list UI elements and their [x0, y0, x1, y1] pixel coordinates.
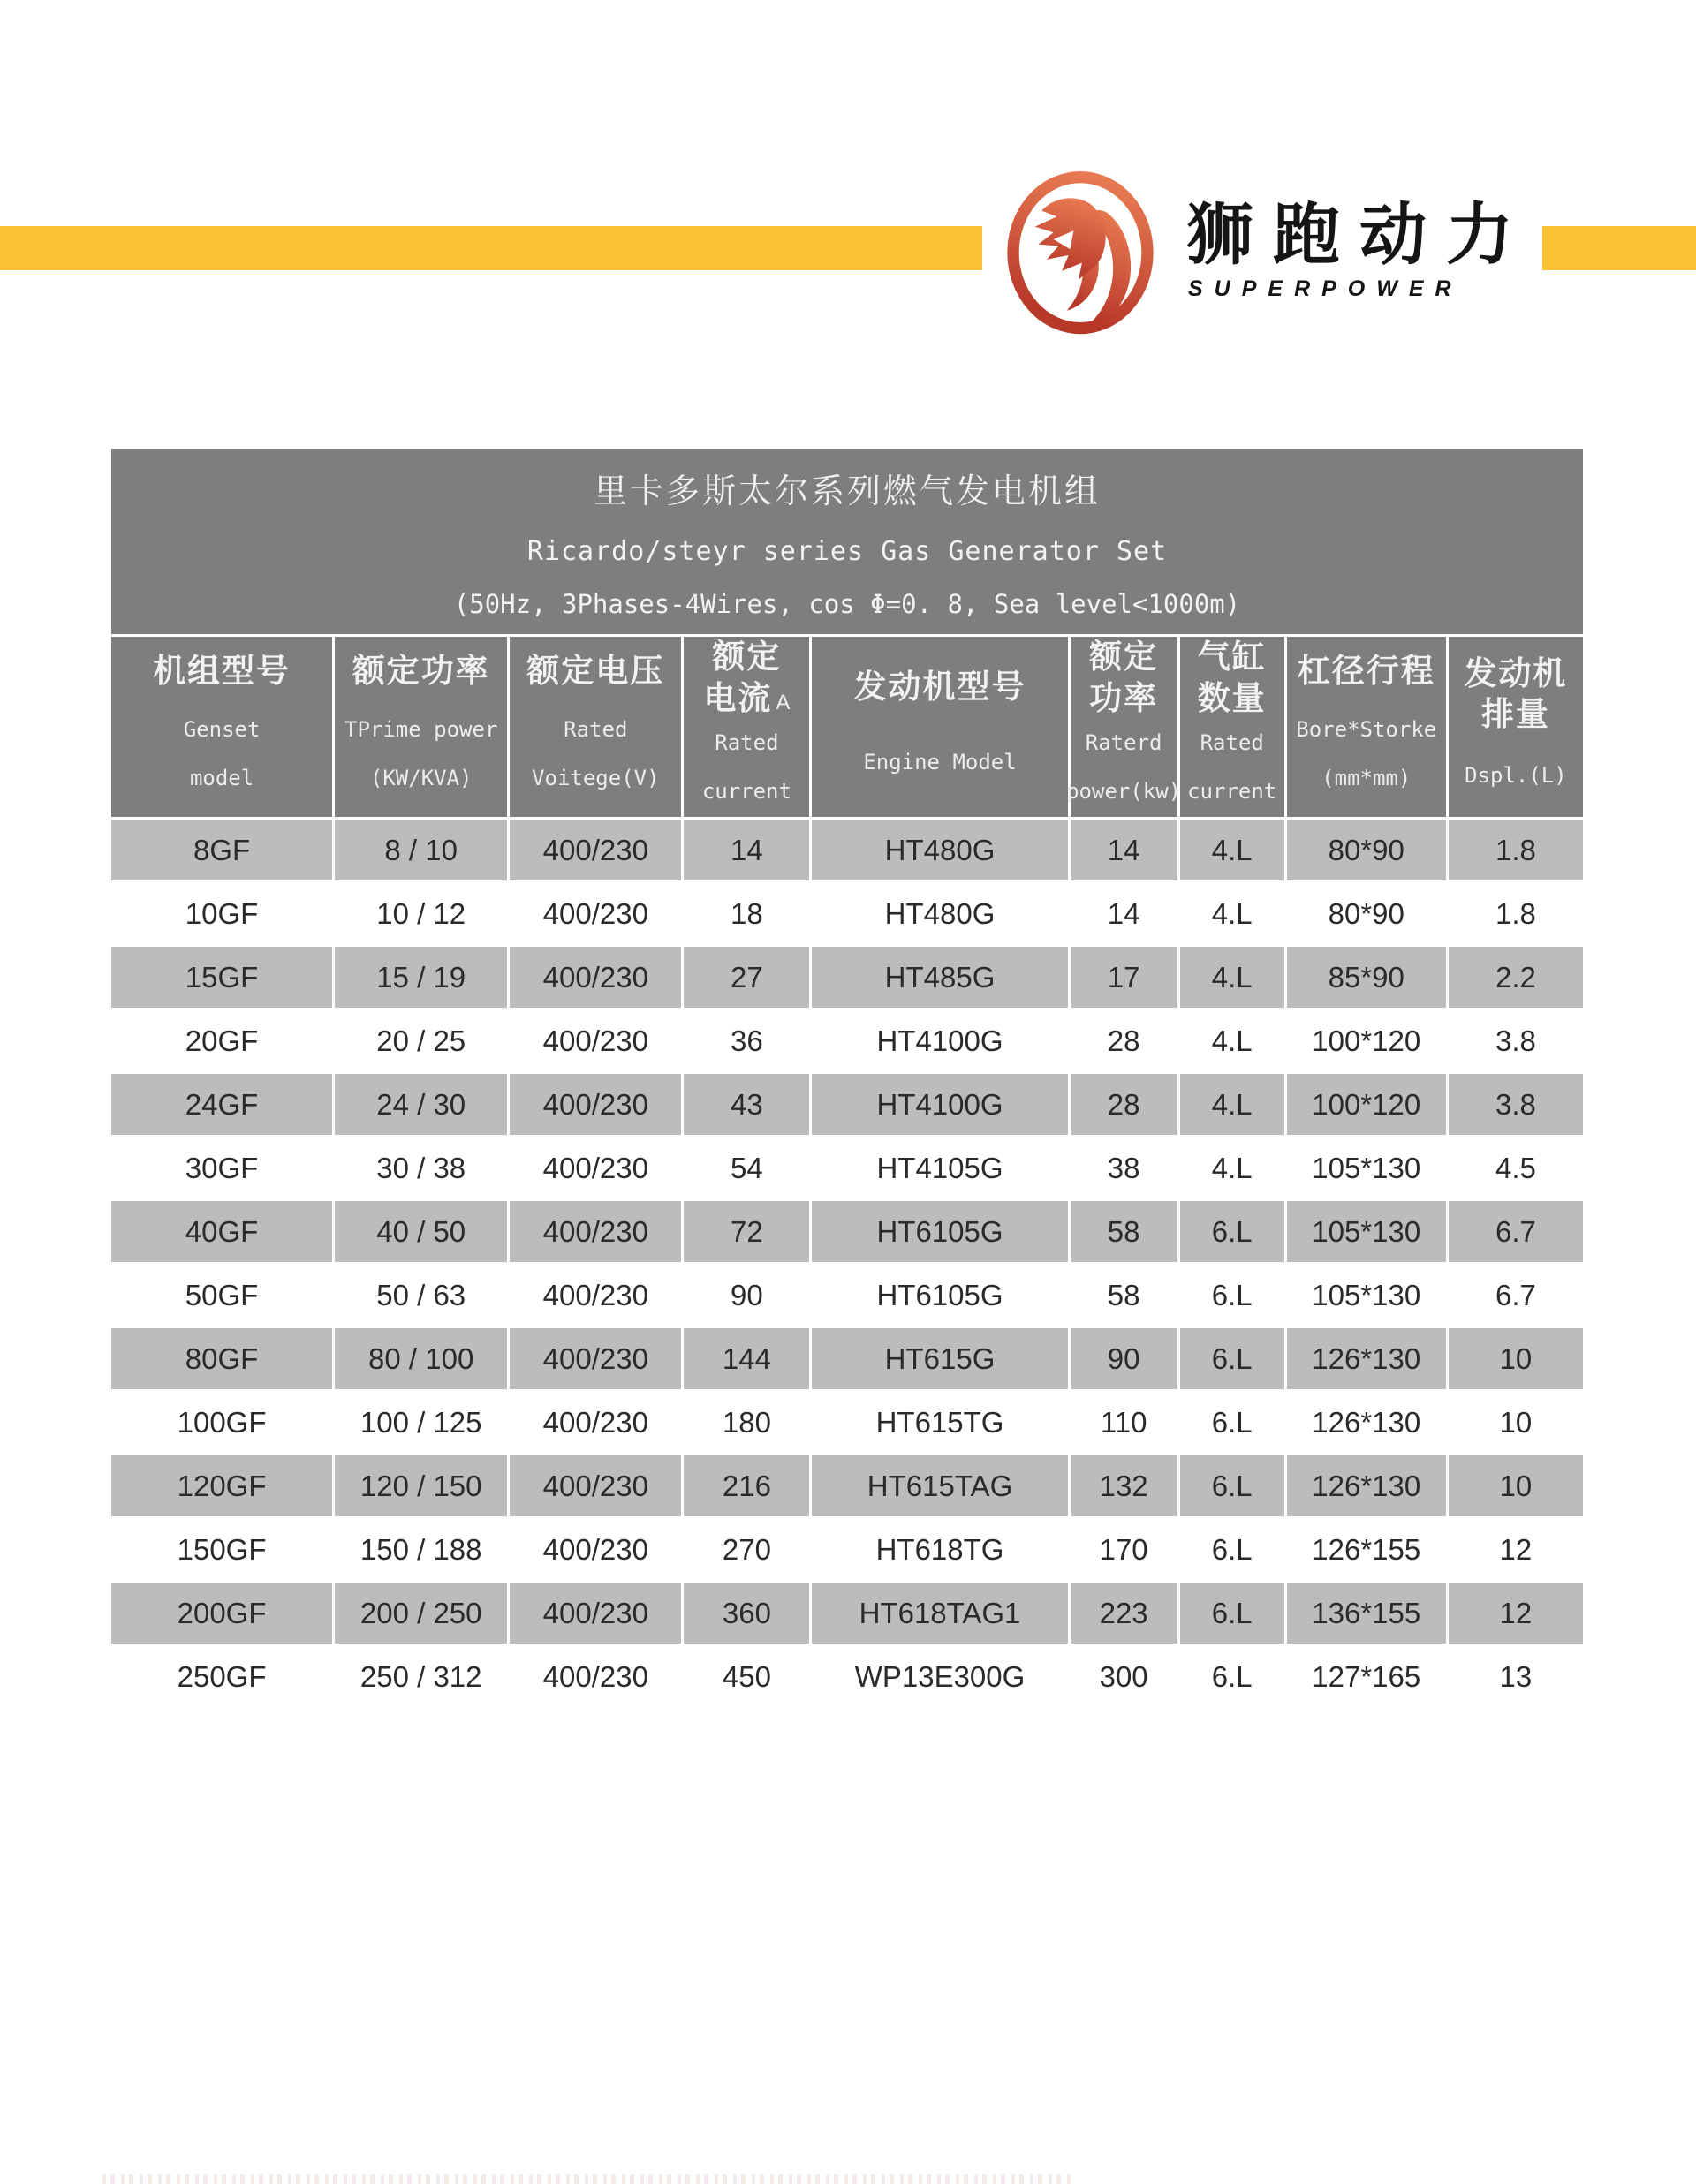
table-cell: 27: [684, 947, 809, 1008]
table-cell: 40GF: [111, 1201, 332, 1262]
table-cell: HT6105G: [812, 1265, 1067, 1326]
table-cell: 400/230: [510, 1392, 681, 1453]
table-row: [111, 1137, 1583, 1198]
column-header: 额定电压 Rated Voitege(V): [510, 637, 681, 817]
table-cell: 12: [1449, 1519, 1583, 1580]
table-cell: 8GF: [111, 820, 332, 880]
table-cell: 4.L: [1180, 1137, 1284, 1198]
table-cell: HT6105G: [812, 1201, 1067, 1262]
table-cell: 1.8: [1449, 883, 1583, 944]
table-cell: 400/230: [510, 1265, 681, 1326]
table-cell: 250 / 312: [335, 1646, 507, 1707]
table-cell: 6.L: [1180, 1265, 1284, 1326]
table-cell: 24GF: [111, 1074, 332, 1135]
table-cell: 127*165: [1287, 1646, 1446, 1707]
table-cell: 4.L: [1180, 947, 1284, 1008]
table-row: [111, 1392, 1583, 1453]
table-cell: HT615TG: [812, 1392, 1067, 1453]
table-cell: 200GF: [111, 1583, 332, 1644]
table-cell: 400/230: [510, 1519, 681, 1580]
column-header: 额定功率 TPrime power (KW/KVA): [335, 637, 507, 817]
table-cell: 132: [1071, 1455, 1177, 1516]
table-row: [111, 1519, 1583, 1580]
table-row: [111, 1074, 1583, 1135]
table-cell: 80GF: [111, 1328, 332, 1389]
table-cell: 20GF: [111, 1010, 332, 1071]
table-cell: 400/230: [510, 1074, 681, 1135]
table-cell: HT480G: [812, 883, 1067, 944]
table-cell: 10 / 12: [335, 883, 507, 944]
table-cell: 80*90: [1287, 820, 1446, 880]
table-title-zh: 里卡多斯太尔系列燃气发电机组: [593, 473, 1101, 510]
table-cell: HT4100G: [812, 1074, 1067, 1135]
table-cell: 150 / 188: [335, 1519, 507, 1580]
table-cell: 6.L: [1180, 1455, 1284, 1516]
table-cell: 54: [684, 1137, 809, 1198]
table-cell: 40 / 50: [335, 1201, 507, 1262]
table-cell: 450: [684, 1646, 809, 1707]
table-cell: 126*130: [1287, 1392, 1446, 1453]
table-cell: 4.L: [1180, 1010, 1284, 1071]
table-cell: 6.L: [1180, 1583, 1284, 1644]
table-cell: 120 / 150: [335, 1455, 507, 1516]
table-cell: 144: [684, 1328, 809, 1389]
table-cell: 400/230: [510, 883, 681, 944]
table-cell: 90: [1071, 1328, 1177, 1389]
table-cell: 105*130: [1287, 1137, 1446, 1198]
column-header: 发动机型号 Engine Model: [812, 637, 1067, 817]
table-cell: 10: [1449, 1328, 1583, 1389]
table-cell: 126*130: [1287, 1328, 1446, 1389]
table-cell: 14: [1071, 820, 1177, 880]
table-cell: HT4100G: [812, 1010, 1067, 1071]
table-row: [111, 1265, 1583, 1326]
column-header: 机组型号 Genset model: [111, 637, 332, 817]
table-cell: 150GF: [111, 1519, 332, 1580]
table-cell: 4.L: [1180, 883, 1284, 944]
brand-name-zh: 狮跑动力: [1186, 198, 1533, 273]
table-row: [111, 1201, 1583, 1262]
table-cell: 58: [1071, 1265, 1177, 1326]
table-cell: 85*90: [1287, 947, 1446, 1008]
table-cell: 28: [1071, 1010, 1177, 1071]
accent-bar-left: [0, 226, 982, 270]
table-cell: 15GF: [111, 947, 332, 1008]
table-cell: 105*130: [1287, 1201, 1446, 1262]
table-cell: 4.L: [1180, 1074, 1284, 1135]
brand-name-en: SUPERPOWER: [1188, 276, 1463, 301]
column-header: 杠径行程 Bore*Storke (mm*mm): [1287, 637, 1446, 817]
table-cell: 36: [684, 1010, 809, 1071]
table-cell: 216: [684, 1455, 809, 1516]
table-cell: 43: [684, 1074, 809, 1135]
table-cell: 10: [1449, 1455, 1583, 1516]
table-cell: 400/230: [510, 947, 681, 1008]
table-cell: 24 / 30: [335, 1074, 507, 1135]
table-cell: 400/230: [510, 820, 681, 880]
table-cell: WP13E300G: [812, 1646, 1067, 1707]
table-title-spec: (50Hz, 3Phases-4Wires, cos Φ=0. 8, Sea level<1000m): [453, 589, 1241, 619]
brand-logo: [1001, 170, 1601, 365]
table-row: [111, 1583, 1583, 1644]
table-cell: 6.L: [1180, 1519, 1284, 1580]
table-cell: 360: [684, 1583, 809, 1644]
table-cell: 90: [684, 1265, 809, 1326]
table-cell: 30 / 38: [335, 1137, 507, 1198]
table-title-block: [111, 449, 1583, 634]
table-cell: 6.L: [1180, 1392, 1284, 1453]
table-cell: 58: [1071, 1201, 1177, 1262]
table-cell: 12: [1449, 1583, 1583, 1644]
table-cell: 200 / 250: [335, 1583, 507, 1644]
table-cell: 2.2: [1449, 947, 1583, 1008]
table-cell: 3.8: [1449, 1074, 1583, 1135]
column-header: 气缸 数量 Rated current: [1180, 637, 1284, 817]
table-cell: 13: [1449, 1646, 1583, 1707]
table-cell: 38: [1071, 1137, 1177, 1198]
table-cell: 80*90: [1287, 883, 1446, 944]
table-cell: 400/230: [510, 1328, 681, 1389]
table-cell: 6.L: [1180, 1201, 1284, 1262]
table-row: [111, 1328, 1583, 1389]
table-cell: 80 / 100: [335, 1328, 507, 1389]
table-cell: 300: [1071, 1646, 1177, 1707]
table-row: [111, 1010, 1583, 1071]
table-cell: 14: [684, 820, 809, 880]
generator-spec-table: [109, 446, 1586, 1710]
table-cell: 400/230: [510, 1646, 681, 1707]
table-cell: 100 / 125: [335, 1392, 507, 1453]
table-cell: 180: [684, 1392, 809, 1453]
table-cell: 6.L: [1180, 1328, 1284, 1389]
column-header: 额定 电流 A Rated current: [684, 637, 809, 817]
table-cell: 223: [1071, 1583, 1177, 1644]
lion-logo-icon: [1001, 170, 1160, 338]
table-cell: 72: [684, 1201, 809, 1262]
table-cell: 10GF: [111, 883, 332, 944]
table-row: [111, 947, 1583, 1008]
table-cell: 30GF: [111, 1137, 332, 1198]
table-header-row: [111, 637, 1583, 817]
table-row: [111, 1455, 1583, 1516]
table-cell: 100*120: [1287, 1074, 1446, 1135]
table-cell: 17: [1071, 947, 1177, 1008]
table-cell: 3.8: [1449, 1010, 1583, 1071]
column-header: 发动机 排量 Dspl.(L): [1449, 637, 1583, 817]
table-cell: 105*130: [1287, 1265, 1446, 1326]
table-cell: 126*155: [1287, 1519, 1446, 1580]
table-cell: HT618TG: [812, 1519, 1067, 1580]
table-cell: 8 / 10: [335, 820, 507, 880]
table-row: [111, 883, 1583, 944]
table-cell: 400/230: [510, 1455, 681, 1516]
table-row: [111, 1646, 1583, 1707]
table-cell: 100GF: [111, 1392, 332, 1453]
table-cell: 136*155: [1287, 1583, 1446, 1644]
table-cell: HT615G: [812, 1328, 1067, 1389]
table-cell: 18: [684, 883, 809, 944]
table-cell: 28: [1071, 1074, 1177, 1135]
table-cell: 50 / 63: [335, 1265, 507, 1326]
table-cell: 250GF: [111, 1646, 332, 1707]
table-cell: HT480G: [812, 820, 1067, 880]
table-cell: 400/230: [510, 1137, 681, 1198]
table-cell: 1.8: [1449, 820, 1583, 880]
table-cell: 126*130: [1287, 1455, 1446, 1516]
table-cell: 15 / 19: [335, 947, 507, 1008]
table-cell: 170: [1071, 1519, 1177, 1580]
footer-cutoff-text: [102, 2174, 1071, 2184]
table-cell: 50GF: [111, 1265, 332, 1326]
table-cell: 14: [1071, 883, 1177, 944]
column-header: 额定 功率 Raterd power(kw): [1071, 637, 1177, 817]
table-cell: HT615TAG: [812, 1455, 1067, 1516]
table-row: [111, 820, 1583, 880]
table-cell: 10: [1449, 1392, 1583, 1453]
table-cell: 20 / 25: [335, 1010, 507, 1071]
table-cell: 4.5: [1449, 1137, 1583, 1198]
table-cell: HT618TAG1: [812, 1583, 1067, 1644]
table-cell: 120GF: [111, 1455, 332, 1516]
table-cell: HT485G: [812, 947, 1067, 1008]
table-cell: 270: [684, 1519, 809, 1580]
table-cell: 110: [1071, 1392, 1177, 1453]
table-cell: 6.L: [1180, 1646, 1284, 1707]
table-cell: 400/230: [510, 1010, 681, 1071]
table-cell: 400/230: [510, 1201, 681, 1262]
table-cell: HT4105G: [812, 1137, 1067, 1198]
table-cell: 400/230: [510, 1583, 681, 1644]
table-cell: 4.L: [1180, 820, 1284, 880]
table-cell: 100*120: [1287, 1010, 1446, 1071]
table-cell: 6.7: [1449, 1201, 1583, 1262]
table-cell: 6.7: [1449, 1265, 1583, 1326]
table-title-en: Ricardo/steyr series Gas Generator Set: [526, 536, 1168, 567]
